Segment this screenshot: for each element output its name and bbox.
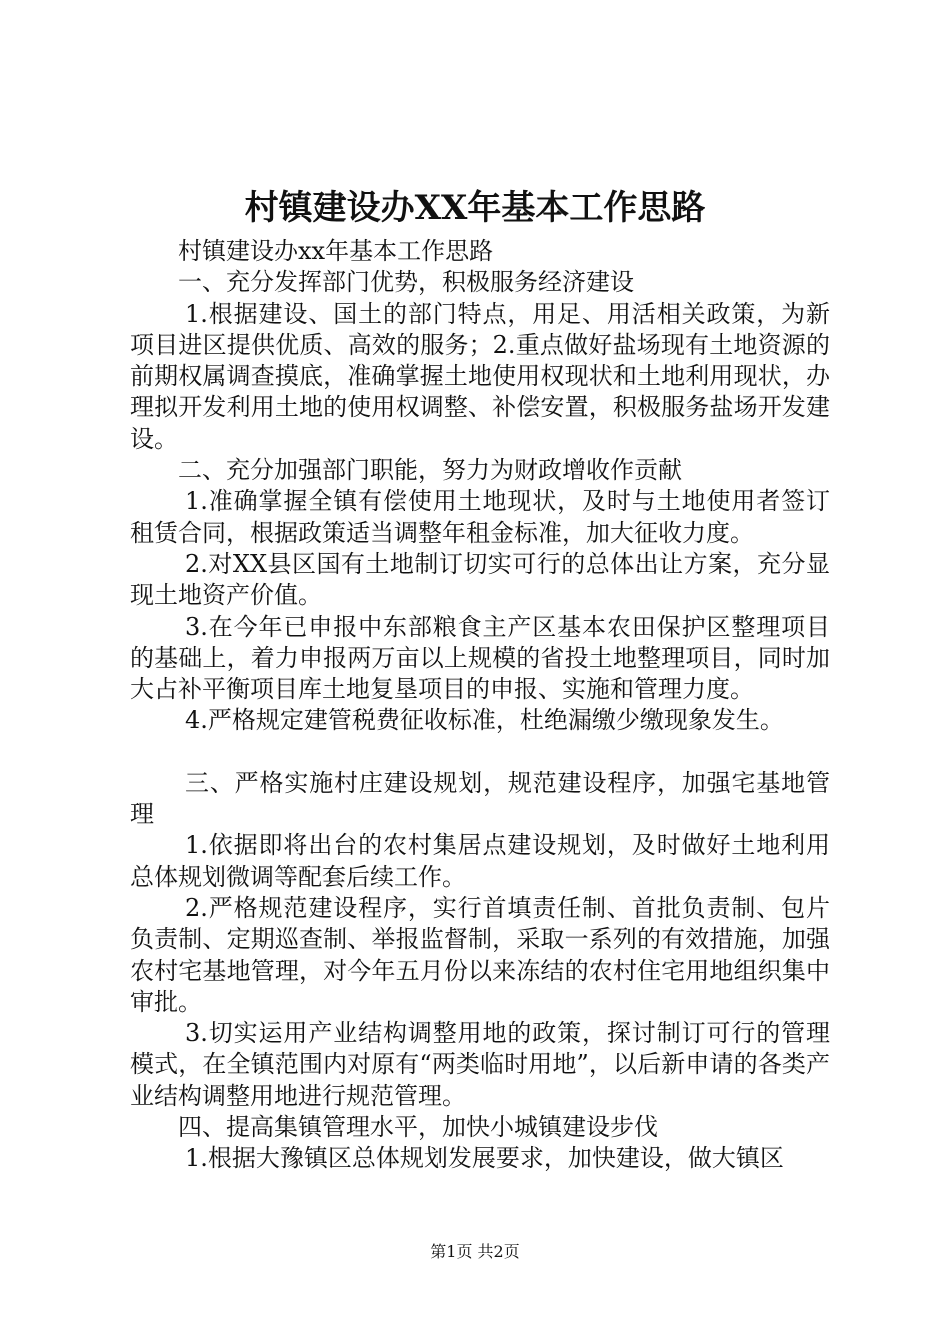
section-heading-2: 二、充分加强部门职能，努力为财政增收作贡献 xyxy=(178,456,682,485)
body-paragraph: 3.在今年已申报中东部粮食主产区基本农田保护区整理项目的基础上，着力申报两万亩以上规模的省投土地整理项目，同时加大占补平衡项目库土地复垦项目的申报、实施和管理力度。 xyxy=(130,612,830,704)
section-heading-3: 三、严格实施村庄建设规划，规范建设程序，加强宅基地管理 xyxy=(130,768,830,829)
body-paragraph: 3.切实运用产业结构调整用地的政策，探讨制订可行的管理模式，在全镇范围内对原有“两类临时用地”，以后新申请的各类产业结构调整用地进行规范管理。 xyxy=(130,1019,830,1110)
document-title: 村镇建设办XX年基本工作思路 xyxy=(244,188,706,228)
body-paragraph: 1.依据即将出台的农村集居点建设规划，及时做好土地利用总体规划微调等配套后续工作。 xyxy=(130,831,830,891)
body-paragraph: 4.严格规定建管税费征收标准，杜绝漏缴少缴现象发生。 xyxy=(185,706,784,735)
document-body xyxy=(130,236,830,1175)
body-paragraph: 1.根据建设、国土的部门特点，用足、用活相关政策，为新项目进区提供优质、高效的服务；2.重点做好盐场现有土地资源的前期权属调查摸底，准确掌握土地使用权现状和土地利用现状，办理拟开发利用土地的使用权调整、补偿安置，积极服务盐场开发建设。 xyxy=(130,299,830,453)
body-paragraph: 1.根据大豫镇区总体规划发展要求，加快建设，做大镇区 xyxy=(185,1144,784,1173)
paragraph-gap xyxy=(130,737,830,768)
body-paragraph: 2.对XX县区国有土地制订切实可行的总体出让方案，充分显现土地资产价值。 xyxy=(130,549,830,610)
page-footer: 第1页 共2页 xyxy=(430,1242,520,1261)
body-paragraph: 1.准确掌握全镇有偿使用土地现状，及时与土地使用者签订租赁合同，根据政策适当调整年租金标准，加大征收力度。 xyxy=(130,487,830,547)
body-paragraph: 2.严格规范建设程序，实行首填责任制、首批负责制、包片负责制、定期巡查制、举报监督制，采取一系列的有效措施，加强农村宅基地管理，对今年五月份以来冻结的农村住宅用地组织集中审批。 xyxy=(130,893,830,1016)
section-heading-1: 一、充分发挥部门优势，积极服务经济建设 xyxy=(178,268,634,297)
section-heading-4: 四、提高集镇管理水平，加快小城镇建设步伐 xyxy=(178,1113,658,1142)
subtitle-paragraph: 村镇建设办xx年基本工作思路 xyxy=(178,237,494,265)
